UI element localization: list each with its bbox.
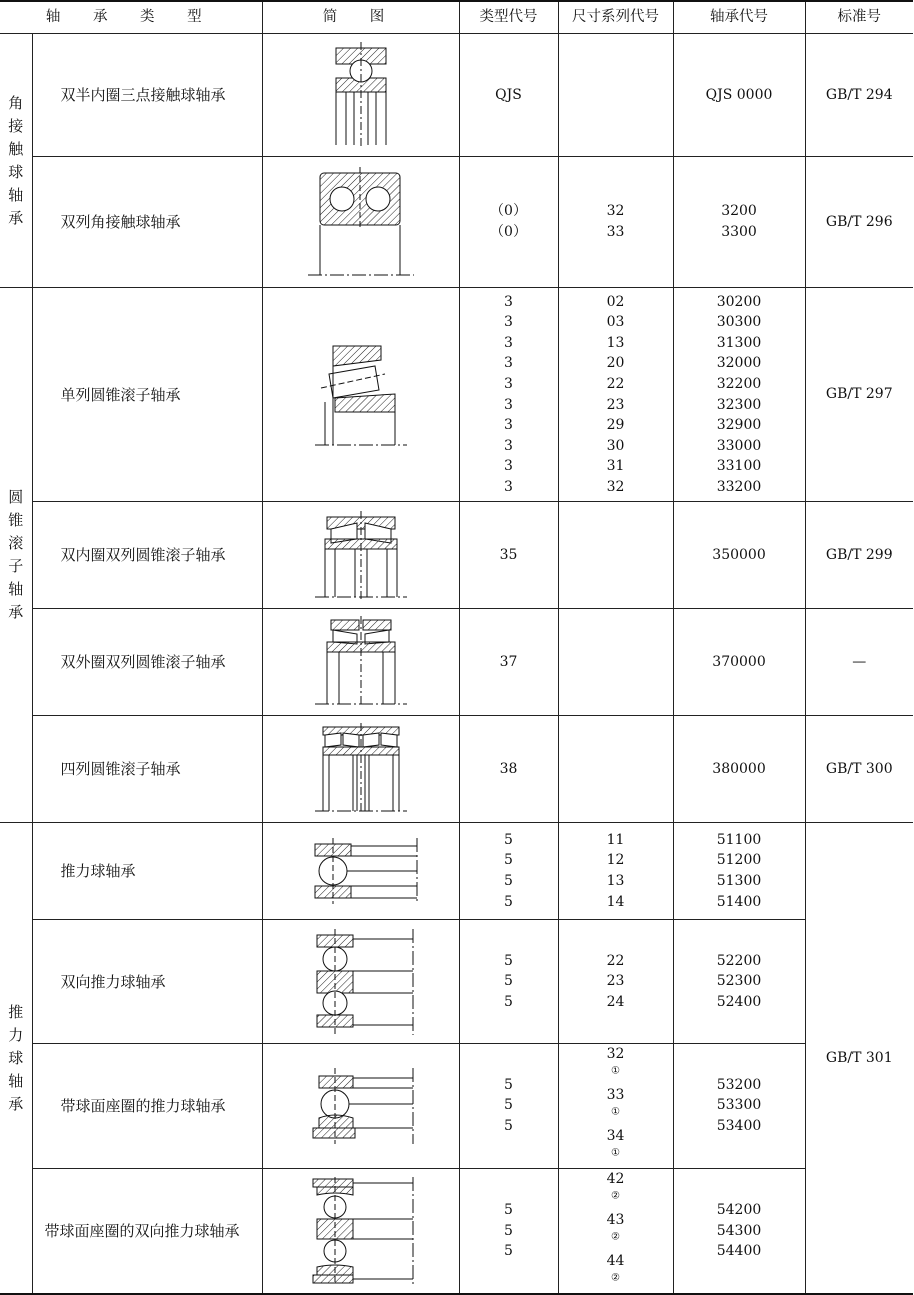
bearing-code-cell: 370000 (673, 609, 805, 716)
bearing-code-cell: QJS 0000 (673, 34, 805, 157)
double-direction-thrust-ball-icon (301, 927, 421, 1037)
size-code-cell: 42 ② 43 ② 44 ② (558, 1168, 673, 1294)
sketch-cell (262, 823, 459, 920)
sketch-cell (262, 920, 459, 1044)
type-code-cell: 5 5 5 (459, 1168, 558, 1294)
double-row-angular-ball-bearing-icon (306, 165, 416, 280)
bearing-code-cell: 3200 3300 (673, 157, 805, 288)
standard-cell: — (805, 609, 913, 716)
bearing-name: 双外圈双列圆锥滚子轴承 (32, 609, 262, 716)
size-code-cell: 11 12 13 14 (558, 823, 673, 920)
table-row (0, 716, 913, 823)
table-row (0, 34, 913, 157)
thrust-ball-bearing-icon (301, 836, 421, 906)
sketch-cell (262, 609, 459, 716)
sketch-cell (262, 502, 459, 609)
bearing-name: 双内圈双列圆锥滚子轴承 (32, 502, 262, 609)
bearing-name: 双向推力球轴承 (32, 920, 262, 1044)
bearing-code-cell: 54200 54300 54400 (673, 1168, 805, 1294)
sketch-cell (262, 1044, 459, 1169)
bearing-code-cell: 53200 53300 53400 (673, 1044, 805, 1169)
bearing-name: 四列圆锥滚子轴承 (32, 716, 262, 823)
double-direction-thrust-spherical-seat-icon (301, 1175, 421, 1287)
category-thrust-ball: 推 力 球 轴 承 (0, 823, 32, 1295)
table-row (0, 288, 913, 502)
header-type-code: 类型代号 (459, 1, 558, 34)
size-code-cell (558, 34, 673, 157)
sketch-cell (262, 716, 459, 823)
standard-cell: GB/T 296 (805, 157, 913, 288)
table-row (0, 609, 913, 716)
type-code-cell: （0） （0） (459, 157, 558, 288)
size-code-cell: 02 03 13 20 22 23 29 30 31 32 (558, 288, 673, 502)
type-code-cell: 35 (459, 502, 558, 609)
sketch-cell (262, 288, 459, 502)
sketch-cell (262, 157, 459, 288)
standard-cell: GB/T 294 (805, 34, 913, 157)
bearing-code-cell: 350000 (673, 502, 805, 609)
size-code-cell (558, 609, 673, 716)
bearing-code-cell: 380000 (673, 716, 805, 823)
bearing-code-cell: 52200 52300 52400 (673, 920, 805, 1044)
sketch-cell (262, 34, 459, 157)
four-row-tapered-roller-icon (313, 721, 409, 817)
header-standard: 标准号 (805, 1, 913, 34)
thrust-ball-spherical-seat-icon (301, 1066, 421, 1146)
standard-cell: GB/T 301 (805, 823, 913, 1295)
type-code-cell: 38 (459, 716, 558, 823)
type-code-cell: 5 5 5 5 (459, 823, 558, 920)
tapered-roller-bearing-icon (311, 340, 411, 450)
table-row (0, 920, 913, 1044)
standard-cell: GB/T 297 (805, 288, 913, 502)
header-bearing-type: 轴 承 类 型 (0, 1, 262, 34)
size-code-cell: 22 23 24 (558, 920, 673, 1044)
table-row (0, 823, 913, 920)
bearing-name: 双半内圈三点接触球轴承 (32, 34, 262, 157)
four-point-ball-bearing-icon (316, 40, 406, 150)
category-tapered-roller: 圆 锥 滚 子 轴 承 (0, 288, 32, 823)
standard-cell: GB/T 300 (805, 716, 913, 823)
type-code-cell: 5 5 5 (459, 920, 558, 1044)
bearing-name: 双列角接触球轴承 (32, 157, 262, 288)
header-row (0, 1, 913, 34)
bearing-name: 带球面座圈的推力球轴承 (32, 1044, 262, 1169)
type-code-cell: QJS (459, 34, 558, 157)
bearing-code-cell: 30200 30300 31300 32000 32200 32300 32900 33000 33100 33200 (673, 288, 805, 502)
bearing-name: 单列圆锥滚子轴承 (32, 288, 262, 502)
table-row (0, 1168, 913, 1294)
bearing-name: 推力球轴承 (32, 823, 262, 920)
double-inner-tapered-roller-icon (313, 507, 409, 603)
type-code-cell: 37 (459, 609, 558, 716)
bearing-code-cell: 51100 51200 51300 51400 (673, 823, 805, 920)
size-code-cell (558, 502, 673, 609)
type-code-cell: 5 5 5 (459, 1044, 558, 1169)
double-outer-tapered-roller-icon (313, 614, 409, 710)
header-bearing-code: 轴承代号 (673, 1, 805, 34)
table-row (0, 1044, 913, 1169)
type-code-cell: 3 3 3 3 3 3 3 3 3 3 (459, 288, 558, 502)
bearing-name: 带球面座圈的双向推力球轴承 (32, 1168, 262, 1294)
size-code-cell: 32 ① 33 ① 34 ① (558, 1044, 673, 1169)
table-row (0, 502, 913, 609)
header-size-series: 尺寸系列代号 (558, 1, 673, 34)
header-sketch: 简 图 (262, 1, 459, 34)
size-code-cell: 32 33 (558, 157, 673, 288)
table-row (0, 157, 913, 288)
sketch-cell (262, 1168, 459, 1294)
category-angular-contact-ball: 角 接 触 球 轴 承 (0, 34, 32, 288)
size-code-cell (558, 716, 673, 823)
standard-cell: GB/T 299 (805, 502, 913, 609)
